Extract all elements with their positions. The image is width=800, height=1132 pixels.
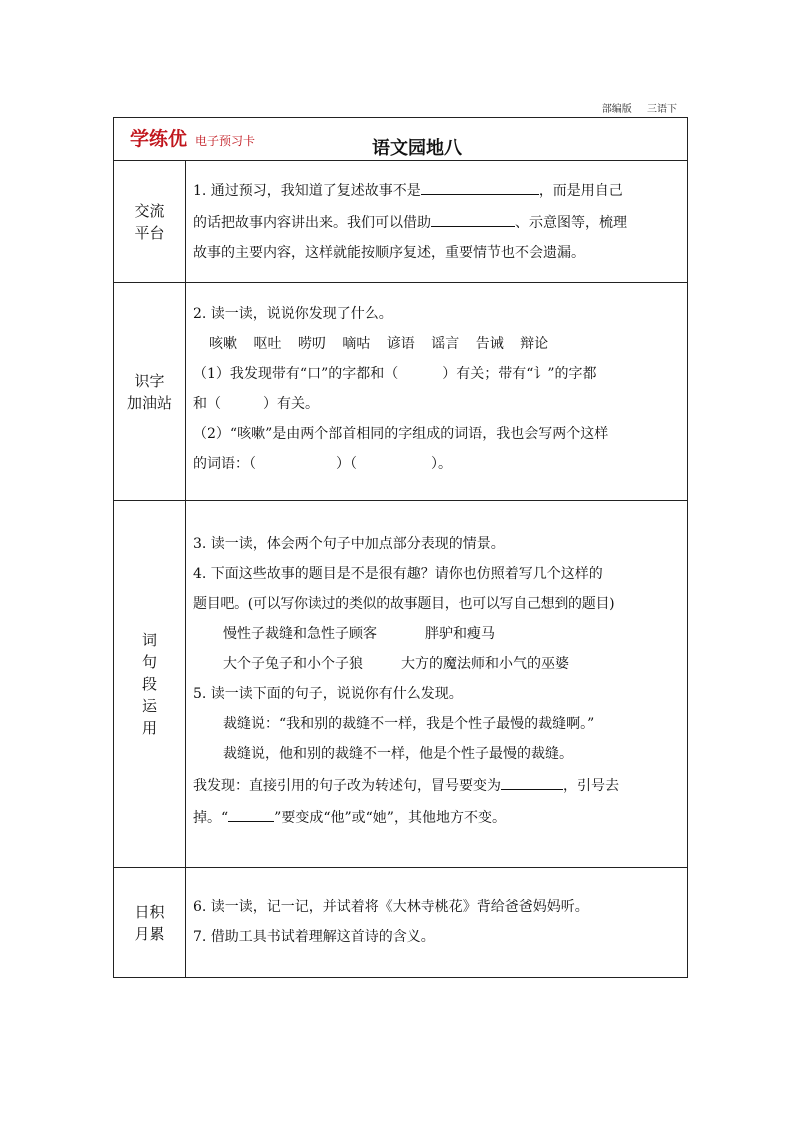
- p1-text-a: （1）我发现带有“口”的字都和（: [193, 366, 399, 382]
- p2-text-a: 的词语：（: [193, 456, 256, 472]
- word-item: 咳嗽: [209, 336, 237, 352]
- finding-line1: [193, 769, 679, 801]
- finding-text-c: 掉。“: [193, 810, 229, 826]
- daily-label: [114, 868, 186, 978]
- usage-content: [186, 501, 688, 868]
- p1-line1: [193, 359, 679, 389]
- header-row: [114, 118, 688, 161]
- finding-text-d: ”要变成“他”或“她”，其他地方不变。: [274, 810, 506, 826]
- grade-label: 三语下: [647, 104, 677, 115]
- exchange-content: [186, 161, 688, 283]
- word-item: 呕吐: [253, 336, 282, 352]
- p1-text-b: ）有关；带有“讠”的字都: [442, 366, 597, 382]
- finding-text-b: ，引号去: [563, 778, 619, 794]
- p1-text-c: 和（: [193, 396, 221, 412]
- title-example: 慢性子裁缝和急性子顾客: [223, 626, 377, 642]
- q4-line2: 题目吧。(可以写你读过的类似的故事题目，也可以写自己想到的题目): [193, 596, 615, 612]
- literacy-label-text: 识字 加油站: [126, 371, 172, 412]
- finding-blank-1[interactable]: [501, 769, 563, 790]
- q6-line: 6. 读一读，记一记，并试着将《大林寺桃花》背给爸爸妈妈听。: [193, 899, 589, 915]
- p2-line1: （2）“咳嗽”是由两个部首相同的字组成的词语，我也会写两个这样: [193, 426, 609, 442]
- p1-text-d: ）有关。: [263, 396, 319, 412]
- p2-line2: [193, 449, 679, 479]
- card-type-label: 电子预习卡: [195, 134, 256, 148]
- usage-label-text: 词 句 段 运 用: [141, 631, 157, 737]
- word-item: 谚语: [386, 336, 415, 352]
- q1-text-a: 1. 通过预习，我知道了复述故事不是: [193, 183, 421, 199]
- q4-line1: 4. 下面这些故事的题目是不是很有趣？请你也仿照着写几个这样的: [193, 566, 603, 582]
- usage-label: [114, 501, 186, 868]
- word-item: 唠叨: [297, 336, 326, 352]
- title-example: 大方的魔法师和小气的巫婆: [401, 656, 569, 672]
- p2-text-b: ）（: [336, 456, 357, 472]
- q5-line: 5. 读一读下面的句子，说说你有什么发现。: [193, 686, 463, 702]
- p2-text-c: ）。: [431, 456, 452, 472]
- page-title: 语文园地八: [372, 138, 462, 159]
- word-item: 嘀咕: [342, 336, 371, 352]
- q1-blank-1[interactable]: [421, 174, 539, 195]
- word-item: 谣言: [431, 336, 460, 352]
- q1-text-d: 、示意图等，梳理: [515, 215, 627, 231]
- q7-line: 7. 借助工具书试着理解这首诗的含义。: [193, 929, 435, 945]
- daily-content: [186, 868, 688, 978]
- sentence-direct: 裁缝说：“我和别的裁缝不一样，我是个性子最慢的裁缝啊。”: [223, 716, 595, 732]
- title-example: 大个子兔子和小个子狼: [223, 656, 363, 672]
- title-example-row2: [193, 649, 679, 679]
- exchange-label: [114, 161, 186, 283]
- edition-note: [602, 100, 677, 115]
- q2-line: 2. 读一读，说说你发现了什么。: [193, 306, 393, 322]
- usage-section: [114, 501, 688, 868]
- sentence-indirect: 裁缝说，他和别的裁缝不一样，他是个性子最慢的裁缝。: [223, 746, 573, 762]
- literacy-content: [186, 283, 688, 501]
- brand-logo: 学练优: [130, 128, 188, 150]
- q1-line3: 故事的主要内容，这样就能按顺序复述，重要情节也不会遗漏。: [193, 245, 585, 261]
- finding-blank-2[interactable]: [228, 801, 274, 822]
- exchange-section: [114, 161, 688, 283]
- q1-line1: [193, 174, 679, 206]
- daily-label-text: 日积 月累: [134, 902, 165, 943]
- word-item: 辩论: [520, 336, 549, 352]
- word-list: [193, 329, 679, 359]
- finding-text-a: 我发现：直接引用的句子改为转述句，冒号要变为: [193, 778, 501, 794]
- preview-card-table: [113, 117, 688, 978]
- p1-line2: [193, 389, 679, 419]
- literacy-label: [114, 283, 186, 501]
- title-example-row1: [193, 619, 679, 649]
- edition-label: 部编版: [601, 104, 632, 115]
- literacy-section: [114, 283, 688, 501]
- header-cell: [114, 118, 688, 161]
- word-item: 告诫: [475, 336, 504, 352]
- q3-line: 3. 读一读，体会两个句子中加点部分表现的情景。: [193, 536, 505, 552]
- q1-text-c: 的话把故事内容讲出来。我们可以借助: [193, 215, 431, 231]
- q1-line2: [193, 206, 679, 238]
- title-example: 胖驴和瘦马: [425, 626, 495, 642]
- exchange-label-text: 交流 平台: [134, 201, 165, 242]
- q1-text-b: ，而是用自己: [538, 183, 623, 199]
- q1-blank-2[interactable]: [431, 206, 515, 227]
- daily-section: [114, 868, 688, 978]
- finding-line2: [193, 801, 679, 833]
